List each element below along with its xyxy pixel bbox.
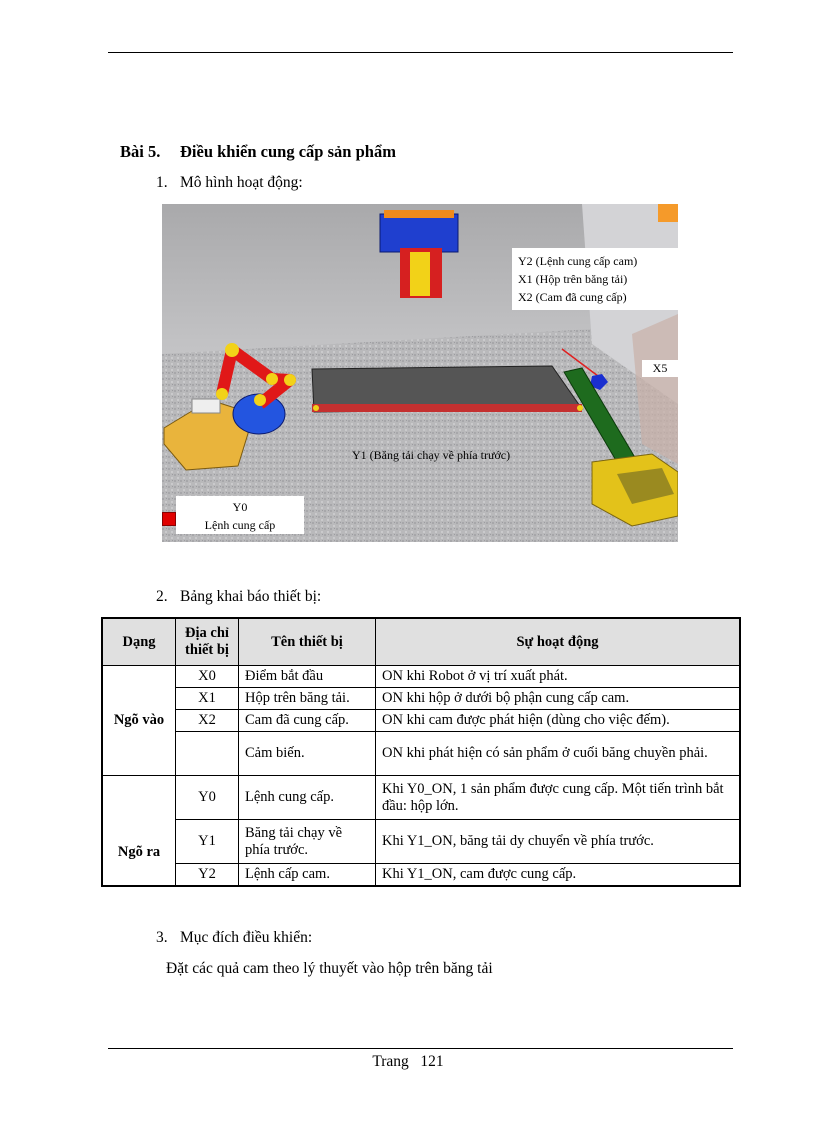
- list-text: Mô hình hoạt động:: [180, 174, 303, 191]
- label-y0-code: Y0: [232, 500, 248, 514]
- cell-action: ON khi cam được phát hiện (dùng cho việc đếm).: [376, 710, 741, 732]
- list-item-table: [156, 588, 321, 606]
- label-y2: Y2 (Lệnh cung cấp cam): [518, 254, 638, 268]
- robot-item: [192, 399, 220, 413]
- label-y2-group: [512, 248, 678, 310]
- list-number: 3.: [156, 929, 168, 946]
- cell-action: Khi Y1_ON, băng tải dy chuyển về phía trước.: [376, 820, 741, 864]
- cell-name: Cảm biến.: [239, 732, 376, 776]
- table-header-row: [102, 618, 740, 666]
- footer-label: Trang: [372, 1053, 409, 1070]
- label-y0-text: Lệnh cung cấp: [204, 518, 276, 532]
- table-row: [102, 666, 740, 688]
- table-row: [102, 732, 740, 776]
- y0-indicator: [162, 512, 176, 526]
- cell-action: Khi Y1_ON, cam được cung cấp.: [376, 864, 741, 886]
- objective-text: Đặt các quả cam theo lý thuyết vào hộp trên băng tải: [166, 960, 493, 977]
- table-row: [102, 710, 740, 732]
- oranges: [384, 210, 454, 218]
- device-table: [101, 617, 741, 887]
- section-title: Điều khiển cung cấp sản phẩm: [180, 142, 396, 161]
- cell-name: Lệnh cung cấp.: [239, 776, 376, 820]
- chute-inner: [410, 252, 430, 296]
- simulation-figure: [162, 204, 678, 542]
- cell-address: [176, 732, 239, 776]
- group-input: Ngõ vào: [102, 666, 176, 776]
- corner-marker: [658, 204, 678, 222]
- table-row: [102, 820, 740, 864]
- header-address: Địa chỉ thiết bị: [176, 618, 239, 666]
- label-y1: Y1 (Băng tải chạy về phía trước): [352, 448, 511, 462]
- footer-rule: [108, 1048, 733, 1049]
- cell-name: Hộp trên băng tải.: [239, 688, 376, 710]
- section-number: Bài 5.: [120, 142, 161, 161]
- header-type: Dạng: [102, 618, 176, 666]
- robot-joint: [225, 343, 239, 357]
- conveyor-edge: [312, 404, 582, 412]
- list-number: 2.: [156, 588, 168, 605]
- group-output: Ngõ ra: [102, 776, 176, 886]
- list-text: Bảng khai báo thiết bị:: [180, 588, 322, 605]
- cell-address: X1: [176, 688, 239, 710]
- list-number: 1.: [156, 174, 168, 191]
- cell-name: Điểm bắt đầu: [239, 666, 376, 688]
- cell-name: Lệnh cấp cam.: [239, 864, 376, 886]
- header-action: Sự hoạt động: [376, 618, 741, 666]
- label-x1: X1 (Hộp trên băng tải): [518, 272, 628, 286]
- list-item-model: [156, 174, 303, 192]
- table-row: [102, 776, 740, 820]
- cell-address: Y0: [176, 776, 239, 820]
- cell-address: Y2: [176, 864, 239, 886]
- header-rule: [108, 52, 733, 53]
- cell-name: Cam đã cung cấp.: [239, 710, 376, 732]
- list-text: Mục đích điều khiển:: [180, 929, 313, 946]
- page-number: 121: [420, 1053, 444, 1070]
- cell-address: X0: [176, 666, 239, 688]
- cell-action: ON khi hộp ở dưới bộ phận cung cấp cam.: [376, 688, 741, 710]
- cell-action: ON khi Robot ở vị trí xuất phát.: [376, 666, 741, 688]
- cell-address: Y1: [176, 820, 239, 864]
- orange-hopper: [380, 214, 458, 252]
- cell-name: Băng tải chạy về phía trước.: [239, 820, 376, 864]
- list-item-objective: [156, 929, 312, 947]
- page-footer: [0, 1053, 816, 1071]
- cell-action: ON khi phát hiện có sản phẩm ở cuối băng chuyền phải.: [376, 732, 741, 776]
- header-name: Tên thiết bị: [239, 618, 376, 666]
- table-row: [102, 864, 740, 886]
- table-row: [102, 688, 740, 710]
- label-y0-group: [176, 496, 304, 534]
- section-heading: [120, 142, 396, 162]
- label-x2: X2 (Cam đã cung cấp): [518, 290, 627, 304]
- cell-action: Khi Y0_ON, 1 sản phẩm được cung cấp. Một tiến trình bắt đầu: hộp lớn.: [376, 776, 741, 820]
- label-x5: X5: [642, 360, 678, 377]
- cell-address: X2: [176, 710, 239, 732]
